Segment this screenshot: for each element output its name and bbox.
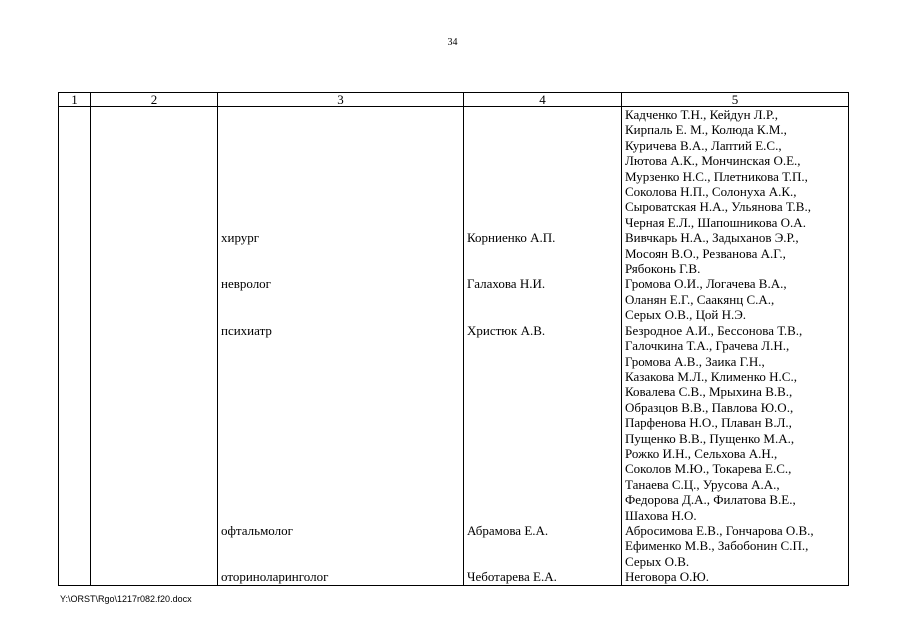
members-column [622, 107, 849, 586]
member-line: Образцов В.В., Павлова Ю.О., [625, 399, 794, 415]
member-line: Оланян Е.Г., Саакянц С.А., [625, 291, 775, 307]
column-header-3: 3 [218, 93, 464, 107]
member-line: Лютова А.К., Мончинская О.Е., [625, 153, 801, 169]
member-line: Соколова Н.П., Солонуха А.К., [625, 184, 797, 200]
member-line: Вивчкарь Н.А., Задыханов Э.Р., [625, 230, 799, 246]
table-row [59, 107, 849, 586]
column-header-4: 4 [464, 93, 622, 107]
member-line: Федорова Д.А., Филатова В.Е., [625, 492, 796, 508]
specialty-cell: офтальмолог [221, 522, 293, 538]
member-line: Неговора О.Ю. [625, 569, 709, 585]
header-row [59, 93, 849, 107]
member-line: Черная Е.Л., Шапошникова О.А. [625, 214, 806, 230]
member-line: Танаева С.Ц., Урусова А.А., [625, 476, 780, 492]
chief-cell: Абрамова Е.А. [467, 522, 549, 538]
member-line: Ковалева С.В., Мрыхина В.В., [625, 384, 793, 400]
column-2-cell [91, 107, 218, 586]
member-line: Рожко И.Н., Сельхова А.Н., [625, 445, 778, 461]
member-line: Ефименко М.В., Забобонин С.П., [625, 538, 809, 554]
member-line: Пущенко В.В., Пущенко М.А., [625, 430, 795, 446]
member-line: Кадченко Т.Н., Кейдун Л.Р., [625, 107, 778, 122]
member-line: Громова О.И., Логачева В.А., [625, 276, 787, 292]
member-line: Парфенова Н.О., Плаван В.Л., [625, 415, 792, 431]
specialty-cell: хирург [221, 230, 260, 246]
member-line: Серых О.В., Цой Н.Э. [625, 307, 747, 323]
specialty-cell: психиатр [221, 322, 272, 338]
member-line: Рябоконь Г.В. [625, 261, 701, 277]
chief-column [464, 107, 622, 586]
chief-cell: Чеботарева Е.А. [467, 569, 557, 584]
member-line: Шахова Н.О. [625, 507, 697, 523]
specialty-cell: невролог [221, 276, 272, 292]
member-line: Мурзенко Н.С., Плетникова Т.П., [625, 168, 808, 184]
column-header-5: 5 [622, 93, 849, 107]
commission-table [58, 92, 849, 586]
member-line: Кирпаль Е. М., Колюда К.М., [625, 122, 787, 138]
specialty-cell: оториноларинголог [221, 569, 329, 584]
chief-cell: Христюк А.В. [467, 322, 546, 338]
member-line: Безродное А.И., Бессонова Т.В., [625, 322, 803, 338]
column-1-cell [59, 107, 91, 586]
file-path: Y:\ORST\Rgo\1217r082.f20.docx [60, 594, 192, 604]
member-line: Казакова М.Л., Клименко Н.С., [625, 368, 797, 384]
member-line: Куричева В.А., Лаптий Е.С., [625, 137, 782, 153]
column-header-1: 1 [59, 93, 91, 107]
column-header-2: 2 [91, 93, 218, 107]
page-number: 34 [447, 37, 458, 48]
member-line: Галочкина Т.А., Грачева Л.Н., [625, 338, 790, 354]
member-line: Абросимова Е.В., Гончарова О.В., [625, 522, 814, 538]
member-line: Соколов М.Ю., Токарева Е.С., [625, 461, 792, 477]
member-line: Мосоян В.О., Резванова А.Г., [625, 245, 786, 261]
specialty-column [218, 107, 464, 586]
chief-cell: Галахова Н.И. [467, 276, 546, 292]
member-line: Серых О.В. [625, 553, 690, 569]
member-line: Громова А.В., Заика Г.Н., [625, 353, 765, 369]
chief-cell: Корниенко А.П. [467, 230, 556, 246]
member-line: Сыроватская Н.А., Ульянова Т.В., [625, 199, 811, 215]
